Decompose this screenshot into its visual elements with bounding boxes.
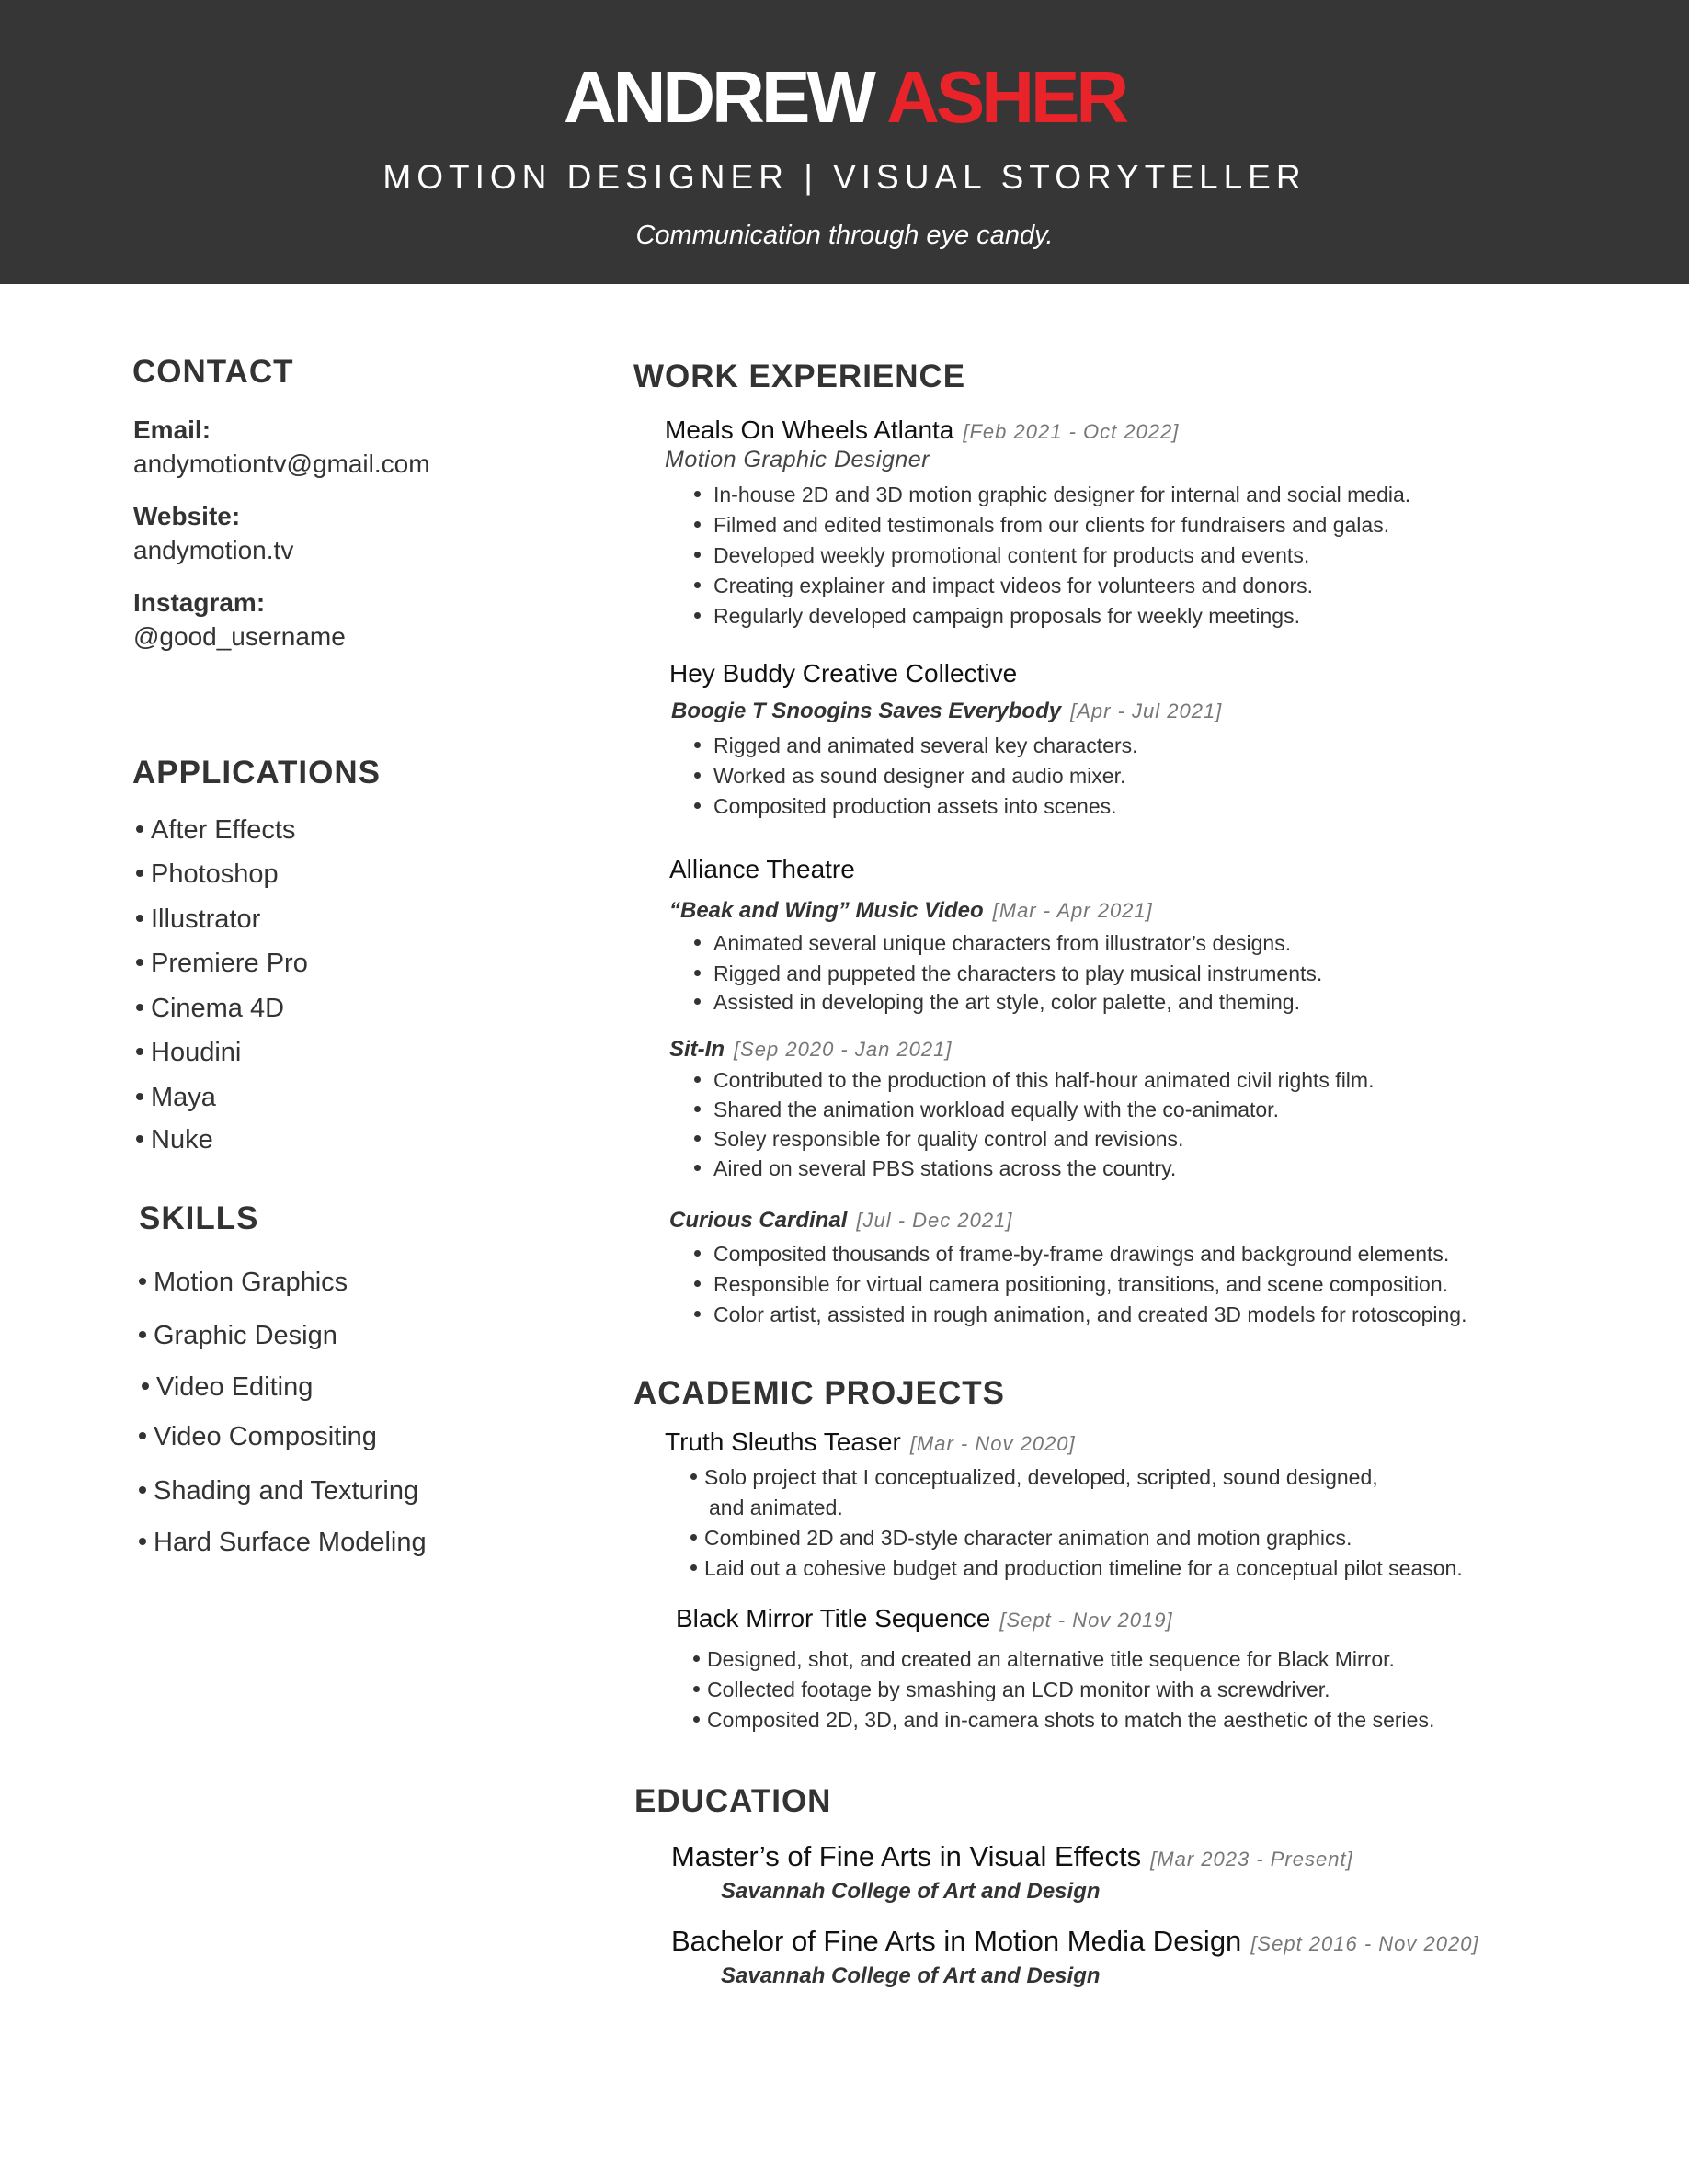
bullet-item: Animated several unique characters from illustrator’s designs. [694, 931, 1291, 956]
last-name: ASHER [886, 56, 1126, 138]
bullet-item: Collected footage by smashing an LCD monitor with a screwdriver. [693, 1678, 1330, 1702]
bullet-item: Color artist, assisted in rough animation, and created 3D models for rotoscoping. [694, 1302, 1466, 1327]
applications-heading: APPLICATIONS [132, 755, 381, 791]
project-black-mirror: Black Mirror Title Sequence [Sept - Nov 2019] [676, 1604, 1173, 1632]
academic-projects-heading: ACADEMIC PROJECTS [633, 1375, 1005, 1411]
application-item: Illustrator [136, 904, 260, 935]
header-banner [0, 0, 1689, 284]
job-role: Motion Graphic Designer [665, 447, 930, 472]
skill-item: Shading and Texturing [139, 1476, 418, 1507]
project-truth-sleuths: Truth Sleuths Teaser [Mar - Nov 2020] [665, 1428, 1076, 1456]
name-title [0, 53, 1689, 142]
bullet-item: Solo project that I conceptualized, developed, scripted, sound designed, [690, 1465, 1378, 1490]
application-item: After Effects [136, 815, 295, 846]
skill-item: Motion Graphics [139, 1268, 348, 1298]
email-value[interactable]: andymotiontv@gmail.com [133, 449, 430, 478]
bullet-item: Filmed and edited testimonals from our clients for fundraisers and galas. [694, 513, 1389, 538]
bullet-item: Creating explainer and impact videos for volunteers and donors. [694, 574, 1313, 598]
contact-heading: CONTACT [132, 354, 294, 390]
bullet-item: Aired on several PBS stations across the country. [694, 1156, 1176, 1181]
bullet-item: Assisted in developing the art style, color palette, and theming. [694, 990, 1300, 1015]
bullet-item: Composited production assets into scenes. [694, 794, 1117, 819]
instagram-label: Instagram: [133, 588, 266, 617]
project-title: Boogie T Snoogins Saves Everybody [Apr - Jul 2021] [671, 699, 1223, 723]
bullet-continuation: and animated. [709, 1496, 843, 1519]
website-value[interactable]: andymotion.tv [133, 536, 294, 564]
bullet-item: Rigged and puppeted the characters to play musical instruments. [694, 961, 1322, 986]
tagline: Communication through eye candy. [635, 221, 1054, 250]
bullet-item: Developed weekly promotional content for products and events. [694, 543, 1309, 568]
project-title: Curious Cardinal [Jul - Dec 2021] [669, 1208, 1013, 1233]
degree-mfa: Master’s of Fine Arts in Visual Effects [Mar 2023 - Present] [671, 1840, 1353, 1872]
skill-item: Video Editing [142, 1372, 313, 1403]
first-name: ANDREW [563, 56, 873, 138]
job-meals-on-wheels: Meals On Wheels Atlanta [Feb 2021 - Oct 2022] [665, 415, 1180, 444]
bullet-item: Laid out a cohesive budget and production timeline for a conceptual pilot season. [690, 1556, 1463, 1581]
school-name: Savannah College of Art and Design [721, 1963, 1101, 1988]
bullet-item: Designed, shot, and created an alternative title sequence for Black Mirror. [693, 1647, 1395, 1672]
job-subtitle: MOTION DESIGNER | VISUAL STORYTELLER [382, 158, 1307, 196]
bullet-item: Soley responsible for quality control and revisions. [694, 1127, 1183, 1152]
school-name: Savannah College of Art and Design [721, 1879, 1101, 1904]
application-item: Houdini [136, 1038, 241, 1068]
application-item: Nuke [136, 1125, 213, 1155]
email-label: Email: [133, 415, 211, 444]
skill-item: Hard Surface Modeling [139, 1528, 427, 1558]
bullet-item: Composited 2D, 3D, and in-camera shots to match the aesthetic of the series. [693, 1708, 1434, 1733]
bullet-item: Shared the animation workload equally with the co-animator. [694, 1098, 1279, 1122]
job-hey-buddy: Hey Buddy Creative Collective [669, 659, 1018, 688]
skill-item: Graphic Design [139, 1321, 337, 1351]
education-heading: EDUCATION [634, 1783, 832, 1819]
application-item: Maya [136, 1083, 216, 1113]
bullet-item: Rigged and animated several key characters. [694, 734, 1138, 758]
application-item: Cinema 4D [136, 994, 284, 1024]
website-label: Website: [133, 502, 241, 530]
bullet-item: Responsible for virtual camera positioning, transitions, and scene composition. [694, 1272, 1448, 1297]
application-item: Premiere Pro [136, 949, 308, 979]
job-alliance-theatre: Alliance Theatre [669, 855, 855, 883]
skill-item: Video Compositing [139, 1422, 377, 1452]
instagram-value[interactable]: @good_username [133, 622, 346, 651]
work-experience-heading: WORK EXPERIENCE [633, 358, 966, 394]
bullet-item: Worked as sound designer and audio mixer. [694, 764, 1125, 789]
bullet-item: Regularly developed campaign proposals for weekly meetings. [694, 604, 1300, 629]
bullet-item: In-house 2D and 3D motion graphic designer for internal and social media. [694, 483, 1410, 507]
application-item: Photoshop [136, 859, 279, 890]
bullet-item: Contributed to the production of this half-hour animated civil rights film. [694, 1068, 1374, 1093]
bullet-item: Combined 2D and 3D-style character animation and motion graphics. [690, 1526, 1352, 1551]
project-title: Sit-In [Sep 2020 - Jan 2021] [669, 1037, 953, 1062]
degree-bfa: Bachelor of Fine Arts in Motion Media Design [Sept 2016 - Nov 2020] [671, 1925, 1479, 1957]
skills-heading: SKILLS [139, 1200, 259, 1236]
bullet-item: Composited thousands of frame-by-frame drawings and background elements. [694, 1242, 1449, 1267]
project-title: “Beak and Wing” Music Video [Mar - Apr 2021] [669, 898, 1153, 923]
